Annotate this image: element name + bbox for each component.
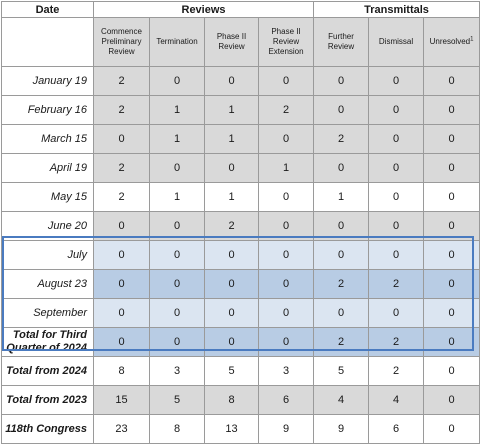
cell: 0 xyxy=(94,125,150,154)
cell: 0 xyxy=(150,154,205,183)
table-row xyxy=(2,125,480,154)
table-row-total-2024 xyxy=(2,357,480,386)
cell: 0 xyxy=(314,96,369,125)
cell: 1 xyxy=(150,183,205,212)
cell: 0 xyxy=(150,212,205,241)
cell: 0 xyxy=(94,241,150,270)
cell: 3 xyxy=(259,357,314,386)
row-label: June 20 xyxy=(2,212,94,241)
cell: 0 xyxy=(369,299,424,328)
table-row xyxy=(2,299,480,328)
cell: 0 xyxy=(205,299,259,328)
table-row xyxy=(2,270,480,299)
cell: 0 xyxy=(424,415,480,444)
table-row xyxy=(2,241,480,270)
cell: 2 xyxy=(94,67,150,96)
header-row-groups xyxy=(2,2,480,18)
cell: 1 xyxy=(150,125,205,154)
cell: 0 xyxy=(205,328,259,357)
cell: 3 xyxy=(150,357,205,386)
cell: 0 xyxy=(94,212,150,241)
cell: 0 xyxy=(369,241,424,270)
cell: 0 xyxy=(424,67,480,96)
cell: 2 xyxy=(314,270,369,299)
cell: 0 xyxy=(259,299,314,328)
cell: 0 xyxy=(424,357,480,386)
cell: 0 xyxy=(94,270,150,299)
cell: 1 xyxy=(205,125,259,154)
cell: 0 xyxy=(424,125,480,154)
cell: 15 xyxy=(94,386,150,415)
row-label: May 15 xyxy=(2,183,94,212)
col-phase-ii-review-extension: Phase II Review Extension xyxy=(259,18,314,67)
cell: 0 xyxy=(259,241,314,270)
cell: 0 xyxy=(369,212,424,241)
cell: 0 xyxy=(259,328,314,357)
cell: 9 xyxy=(314,415,369,444)
col-termination: Termination xyxy=(150,18,205,67)
cell: 0 xyxy=(259,67,314,96)
row-label: Total from 2023 xyxy=(2,386,94,415)
cell: 0 xyxy=(424,328,480,357)
cell: 6 xyxy=(369,415,424,444)
col-unresolved-footnote: 1 xyxy=(470,36,474,43)
cell: 8 xyxy=(94,357,150,386)
cell: 0 xyxy=(369,67,424,96)
cell: 0 xyxy=(259,212,314,241)
cell: 2 xyxy=(259,96,314,125)
cell: 8 xyxy=(150,415,205,444)
cell: 8 xyxy=(205,386,259,415)
cell: 0 xyxy=(259,183,314,212)
cell: 0 xyxy=(314,154,369,183)
cell: 0 xyxy=(205,270,259,299)
cell: 0 xyxy=(314,67,369,96)
table-row xyxy=(2,154,480,183)
cell: 9 xyxy=(259,415,314,444)
table-row xyxy=(2,212,480,241)
table-row-quarter-total xyxy=(2,328,480,357)
cell: 0 xyxy=(424,241,480,270)
col-further-review: Further Review xyxy=(314,18,369,67)
table-row-total-2023 xyxy=(2,386,480,415)
col-dismissal: Dismissal xyxy=(369,18,424,67)
cell: 0 xyxy=(424,270,480,299)
cell: 0 xyxy=(369,183,424,212)
row-label: August 23 xyxy=(2,270,94,299)
table-row-congress-total xyxy=(2,415,480,444)
row-label: January 19 xyxy=(2,67,94,96)
cell: 2 xyxy=(205,212,259,241)
cell: 1 xyxy=(205,183,259,212)
cell: 0 xyxy=(369,154,424,183)
cell: 0 xyxy=(424,96,480,125)
cell: 2 xyxy=(94,154,150,183)
cell: 0 xyxy=(150,241,205,270)
row-label: Total for Third Quarter of 2024 xyxy=(2,328,94,357)
cell: 5 xyxy=(314,357,369,386)
cell: 2 xyxy=(369,328,424,357)
transmittals-header: Transmittals xyxy=(314,2,480,18)
col-phase-ii-review: Phase II Review xyxy=(205,18,259,67)
cell: 0 xyxy=(205,67,259,96)
cell: 2 xyxy=(94,183,150,212)
cell: 1 xyxy=(259,154,314,183)
cell: 0 xyxy=(94,328,150,357)
cell: 0 xyxy=(314,241,369,270)
row-label: March 15 xyxy=(2,125,94,154)
cell: 0 xyxy=(424,386,480,415)
cell: 5 xyxy=(205,357,259,386)
row-label: Total from 2024 xyxy=(2,357,94,386)
cell: 2 xyxy=(369,270,424,299)
cell: 2 xyxy=(94,96,150,125)
cell: 4 xyxy=(314,386,369,415)
cell: 13 xyxy=(205,415,259,444)
date-header: Date xyxy=(2,2,94,18)
table-row xyxy=(2,183,480,212)
cell: 0 xyxy=(424,154,480,183)
cell: 0 xyxy=(150,328,205,357)
cell: 2 xyxy=(369,357,424,386)
cell: 0 xyxy=(424,183,480,212)
row-label: September xyxy=(2,299,94,328)
reviews-header: Reviews xyxy=(94,2,314,18)
cell: 4 xyxy=(369,386,424,415)
cell: 0 xyxy=(150,67,205,96)
cell: 1 xyxy=(205,96,259,125)
cell: 0 xyxy=(205,241,259,270)
cell: 0 xyxy=(259,125,314,154)
cell: 0 xyxy=(369,96,424,125)
cell: 2 xyxy=(314,328,369,357)
row-label: April 19 xyxy=(2,154,94,183)
cell: 0 xyxy=(369,125,424,154)
cell: 0 xyxy=(205,154,259,183)
cell: 0 xyxy=(424,212,480,241)
cell: 6 xyxy=(259,386,314,415)
col-unresolved-label: Unresolved xyxy=(429,37,471,46)
cell: 23 xyxy=(94,415,150,444)
cell: 0 xyxy=(424,299,480,328)
table-row xyxy=(2,67,480,96)
row-label: 118th Congress xyxy=(2,415,94,444)
cell: 2 xyxy=(314,125,369,154)
table-row xyxy=(2,96,480,125)
reviews-transmittals-table xyxy=(1,1,480,444)
cell: 1 xyxy=(314,183,369,212)
cell: 1 xyxy=(150,96,205,125)
col-commence-preliminary-review: Commence Preliminary Review xyxy=(94,18,150,67)
cell: 0 xyxy=(150,299,205,328)
cell: 0 xyxy=(314,212,369,241)
cell: 0 xyxy=(150,270,205,299)
cell: 0 xyxy=(314,299,369,328)
cell: 0 xyxy=(259,270,314,299)
cell: 0 xyxy=(94,299,150,328)
cell: 5 xyxy=(150,386,205,415)
row-label: July xyxy=(2,241,94,270)
col-unresolved xyxy=(424,18,480,67)
header-row-columns xyxy=(2,18,480,67)
reviews-table-container xyxy=(0,1,480,448)
row-label: February 16 xyxy=(2,96,94,125)
date-subheader xyxy=(2,18,94,67)
